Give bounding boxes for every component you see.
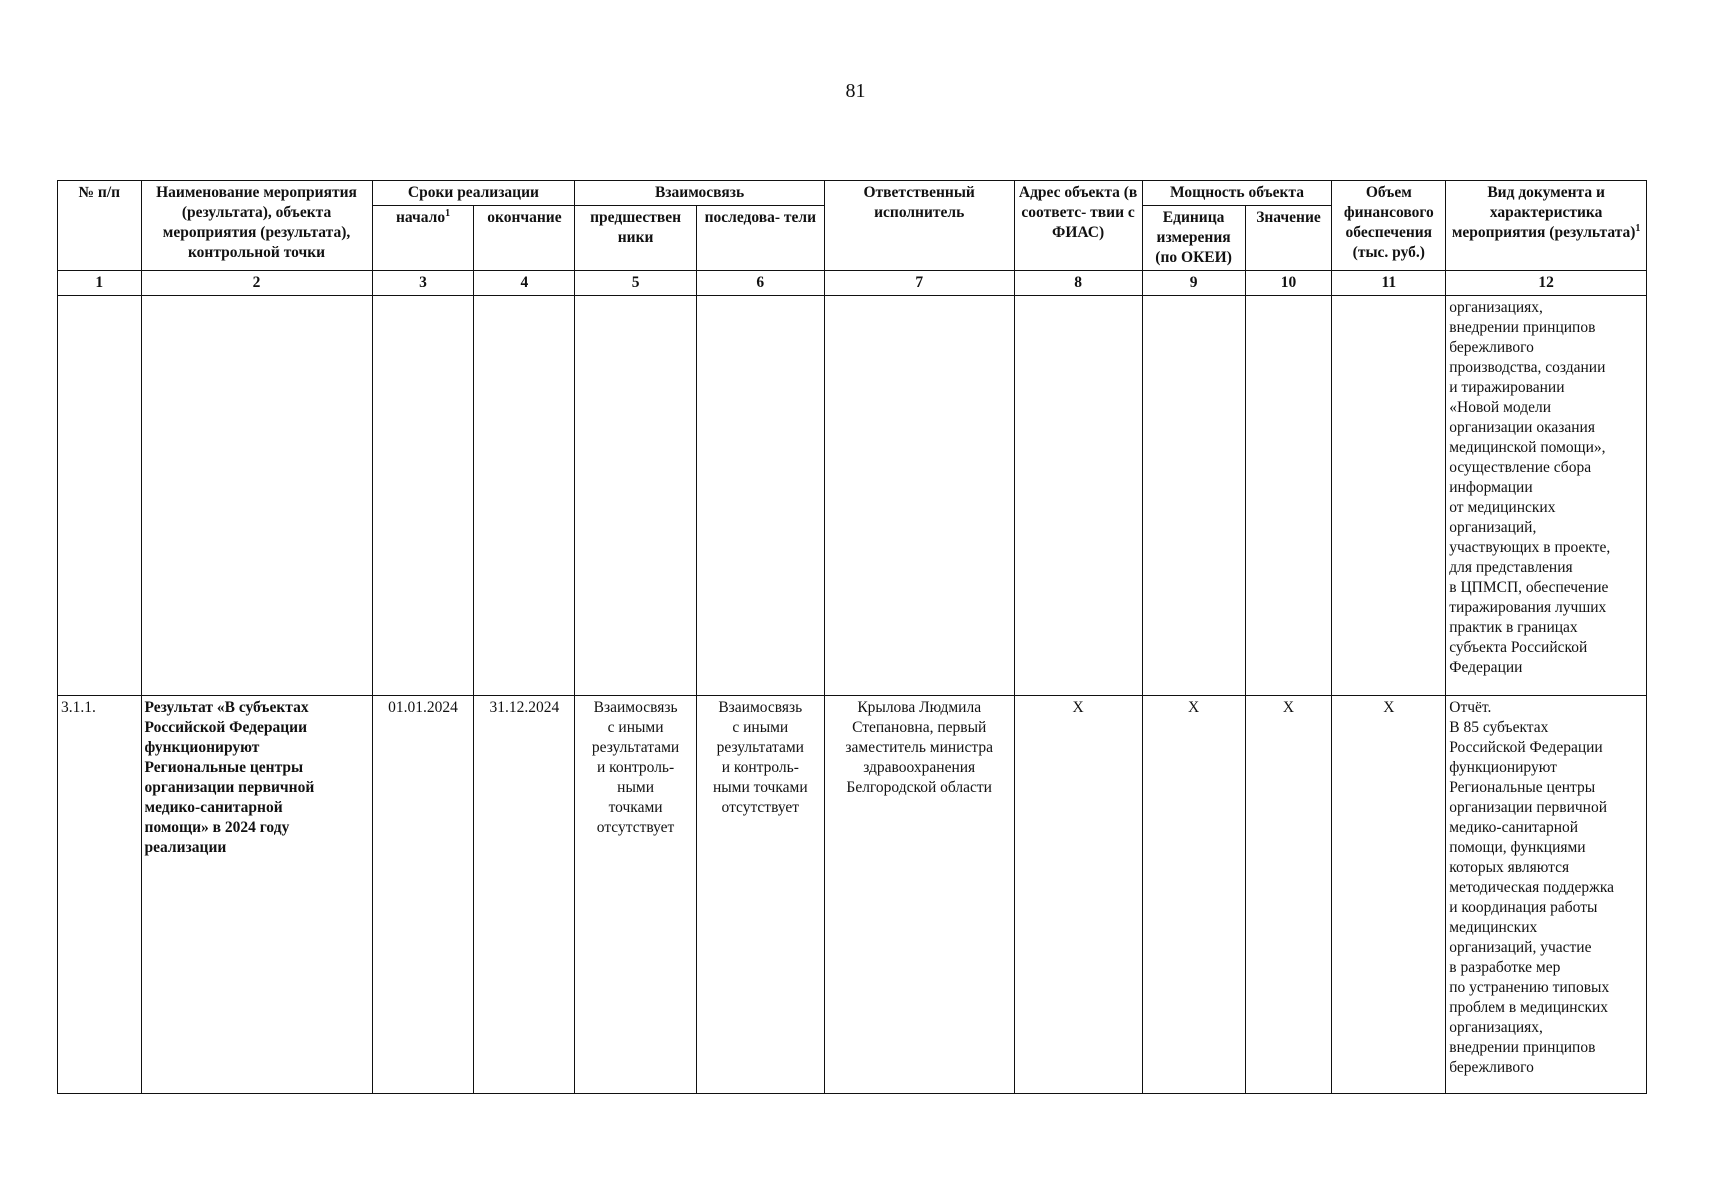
footnote-mark: 1 (1635, 222, 1641, 234)
column-number: 6 (696, 271, 824, 296)
table-cell (1245, 296, 1332, 696)
footnote-mark: 1 (445, 207, 451, 219)
page-number: 81 (845, 80, 866, 102)
row-unit: X (1142, 696, 1245, 1094)
row-num: 3.1.1. (58, 696, 142, 1094)
header-doc (1446, 181, 1647, 271)
header-address: Адрес объекта (в соответс- твии с ФИАС) (1014, 181, 1142, 271)
column-number-row (58, 271, 1647, 296)
header-num: № п/п (58, 181, 142, 271)
table-cell (372, 296, 474, 696)
row-successors: Взаимосвязь с иными результатами и контроль- ными точками отсутствует (696, 696, 824, 1094)
header-start (372, 206, 474, 271)
header-successors: последова- тели (696, 206, 824, 271)
header-unit: Единица измерения (по ОКЕИ) (1142, 206, 1245, 271)
column-number: 5 (575, 271, 696, 296)
header-name: Наименование мероприятия (результата), объекта мероприятия (результата), контрольной точки (141, 181, 372, 271)
row-address: X (1014, 696, 1142, 1094)
table-cell (1014, 296, 1142, 696)
activities-table (57, 180, 1647, 1094)
header-finance: Объем финансового обеспечения (тыс. руб.) (1332, 181, 1446, 271)
column-number: 4 (474, 271, 575, 296)
header-value: Значение (1245, 206, 1332, 271)
column-number: 3 (372, 271, 474, 296)
column-number: 8 (1014, 271, 1142, 296)
table-cell (696, 296, 824, 696)
header-terms: Сроки реализации (372, 181, 575, 206)
continuation-row (58, 296, 1647, 696)
header-capacity: Мощность объекта (1142, 181, 1332, 206)
row-name: Результат «В субъектах Российской Федерации функционируют Региональные центры организации первичной медико-санитарной помощи» в 2024 году реализации (141, 696, 372, 1094)
column-number: 1 (58, 271, 142, 296)
header-row-1 (58, 181, 1647, 206)
row-predecessors: Взаимосвязь с иными результатами и контроль- ными точками отсутствует (575, 696, 696, 1094)
row-responsible: Крылова Людмила Степановна, первый заместитель министра здравоохранения Белгородской области (824, 696, 1014, 1094)
column-number: 10 (1245, 271, 1332, 296)
table-cell (824, 296, 1014, 696)
row-value: X (1245, 696, 1332, 1094)
table-cell (575, 296, 696, 696)
table-row-3-1-1 (58, 696, 1647, 1094)
header-doc-label: Вид документа и характеристика мероприятия (результата) (1451, 184, 1636, 241)
row-doc-text: Отчёт. В 85 субъектах Российской Федерации функционируют Региональные центры организации первичной медико-санитарной помощи, функциями которых являются методическая поддержка и координация работы медицинских организаций, участие в разработке мер по устранению типовых проблем в медицинских организациях, внедрении принципов бережливого (1446, 696, 1647, 1094)
table-cell (1142, 296, 1245, 696)
header-start-label: начало (395, 209, 446, 226)
row-finance: X (1332, 696, 1446, 1094)
table-cell (141, 296, 372, 696)
column-number: 11 (1332, 271, 1446, 296)
table-cell (1332, 296, 1446, 696)
continuation-doc-text: организациях, внедрении принципов бережливого производства, создании и тиражировании «Новой модели организации оказания медицинской помощи», осуществление сбора информации от медицинских организаций, участвующих в проекте, для представления в ЦПМСП, обеспечение тиражирования лучших практик в границах субъекта Российской Федерации (1446, 296, 1647, 696)
header-end: окончание (474, 206, 575, 271)
column-number: 12 (1446, 271, 1647, 296)
row-end: 31.12.2024 (474, 696, 575, 1094)
header-responsible: Ответственный исполнитель (824, 181, 1014, 271)
header-predecessors: предшествен ники (575, 206, 696, 271)
table-cell (474, 296, 575, 696)
header-relation: Взаимосвязь (575, 181, 824, 206)
column-number: 9 (1142, 271, 1245, 296)
row-start: 01.01.2024 (372, 696, 474, 1094)
table-cell (58, 296, 142, 696)
column-number: 2 (141, 271, 372, 296)
column-number: 7 (824, 271, 1014, 296)
